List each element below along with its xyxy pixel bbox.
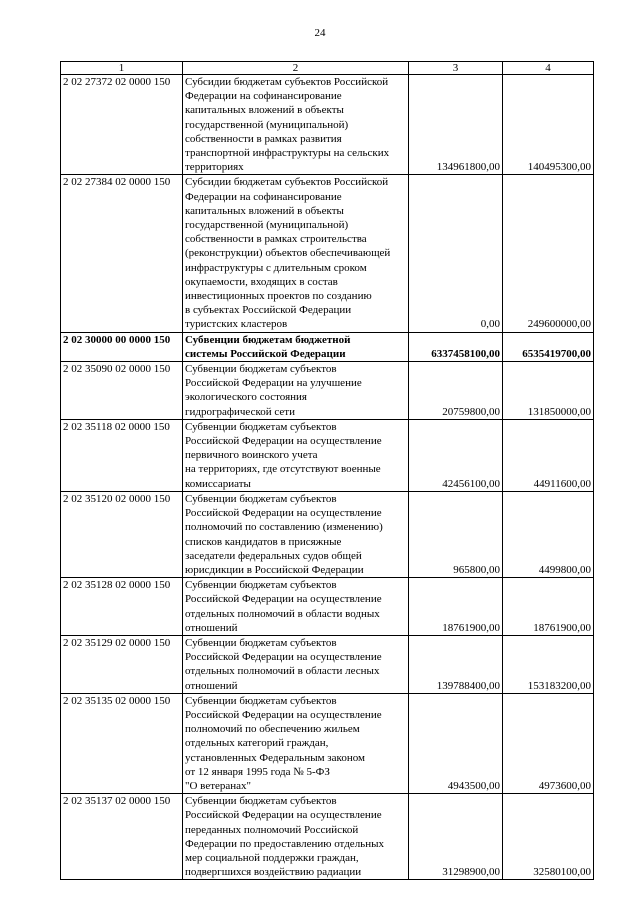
description-line: заседатели федеральных судов общей <box>185 549 362 562</box>
budget-code-cell: 2 02 35090 02 0000 150 <box>61 362 183 420</box>
description-cell <box>183 362 409 420</box>
description-line: государственной (муниципальной) <box>185 118 349 131</box>
description-line: государственной (муниципальной) <box>185 219 349 232</box>
description-line: отдельных категорий граждан, <box>185 737 329 750</box>
description-line: Российской Федерации на осуществление <box>185 809 382 822</box>
description-cell <box>183 578 409 636</box>
description-line: в субъектах Российской Федерации <box>185 304 352 317</box>
description-line: капитальных вложений в объекты <box>185 204 344 217</box>
description-line: экологического состояния <box>185 391 307 404</box>
description-line: системы Российской Федерации <box>185 347 346 360</box>
budget-code-cell: 2 02 35118 02 0000 150 <box>61 419 183 491</box>
description-line: окупаемости, входящих в состав <box>185 275 338 288</box>
description-line: Субвенции бюджетам бюджетной <box>185 333 351 346</box>
budget-code-cell: 2 02 35137 02 0000 150 <box>61 794 183 880</box>
budget-code-cell: 2 02 35120 02 0000 150 <box>61 491 183 577</box>
description-line: Субвенции бюджетам субъектов <box>185 363 337 376</box>
description-line: Федерации на софинансирование <box>185 90 342 103</box>
column-header-4: 4 <box>503 62 594 75</box>
amount-column-4-cell: 249600000,00 <box>503 175 594 332</box>
description-line: собственности в рамках развития <box>185 132 342 145</box>
amount-column-4-cell: 4499800,00 <box>503 491 594 577</box>
description-line: юрисдикции в Российской Федерации <box>185 563 364 576</box>
description-line: отдельных полномочий в области лесных <box>185 665 380 678</box>
description-line: первичного воинского учета <box>185 449 318 462</box>
description-line: гидрографической сети <box>185 405 295 418</box>
table-header-row <box>61 62 594 75</box>
description-line: Российской Федерации на осуществление <box>185 708 382 721</box>
amount-column-3-cell: 139788400,00 <box>409 635 503 693</box>
description-cell <box>183 332 409 361</box>
description-line: отношений <box>185 679 238 692</box>
description-line: собственности в рамках строительства <box>185 233 367 246</box>
amount-column-3-cell: 18761900,00 <box>409 578 503 636</box>
table-row <box>61 332 594 361</box>
description-line: Субвенции бюджетам субъектов <box>185 636 337 649</box>
table-row <box>61 491 594 577</box>
amount-column-3-cell: 6337458100,00 <box>409 332 503 361</box>
description-line: Субвенции бюджетам субъектов <box>185 420 337 433</box>
description-line: транспортной инфраструктуры на сельских <box>185 147 390 160</box>
description-line: на территориях, где отсутствуют военные <box>185 463 381 476</box>
budget-code-cell: 2 02 27372 02 0000 150 <box>61 75 183 175</box>
description-line: установленных Федеральным законом <box>185 751 365 764</box>
description-line: "О ветеранах" <box>185 779 252 792</box>
amount-column-3-cell: 0,00 <box>409 175 503 332</box>
table-row <box>61 362 594 420</box>
description-line: Субвенции бюджетам субъектов <box>185 694 337 707</box>
amount-column-3-cell: 42456100,00 <box>409 419 503 491</box>
description-line: отдельных полномочий в области водных <box>185 607 380 620</box>
description-line: переданных полномочий Российской <box>185 823 359 836</box>
table-row <box>61 175 594 332</box>
description-cell <box>183 419 409 491</box>
description-line: Субсидии бюджетам субъектов Российской <box>185 176 389 189</box>
description-cell <box>183 491 409 577</box>
budget-revenue-table <box>60 61 594 880</box>
column-header-1: 1 <box>61 62 183 75</box>
description-line: комиссариаты <box>185 477 251 490</box>
description-line: (реконструкции) объектов обеспечивающей <box>185 247 391 260</box>
amount-column-3-cell: 20759800,00 <box>409 362 503 420</box>
description-line: Субвенции бюджетам субъектов <box>185 492 337 505</box>
budget-code-cell: 2 02 27384 02 0000 150 <box>61 175 183 332</box>
description-line: Субвенции бюджетам субъектов <box>185 579 337 592</box>
description-line: полномочий по составлению (изменению) <box>185 521 383 534</box>
description-cell <box>183 635 409 693</box>
description-line: Российской Федерации на осуществление <box>185 507 382 520</box>
amount-column-4-cell: 44911600,00 <box>503 419 594 491</box>
amount-column-3-cell: 4943500,00 <box>409 693 503 793</box>
description-line: Российской Федерации на осуществление <box>185 435 382 448</box>
description-line: отношений <box>185 621 238 634</box>
description-line: списков кандидатов в присяжные <box>185 535 342 548</box>
description-line: Российской Федерации на осуществление <box>185 593 382 606</box>
amount-column-3-cell: 31298900,00 <box>409 794 503 880</box>
description-line: Российской Федерации на улучшение <box>185 377 362 390</box>
description-line: инфраструктуры с длительным сроком <box>185 261 367 274</box>
budget-code-cell: 2 02 35129 02 0000 150 <box>61 635 183 693</box>
amount-column-4-cell: 153183200,00 <box>503 635 594 693</box>
amount-column-4-cell: 18761900,00 <box>503 578 594 636</box>
table-row <box>61 635 594 693</box>
description-line: капитальных вложений в объекты <box>185 104 344 117</box>
amount-column-4-cell: 4973600,00 <box>503 693 594 793</box>
column-header-3: 3 <box>409 62 503 75</box>
budget-code-cell: 2 02 35135 02 0000 150 <box>61 693 183 793</box>
amount-column-4-cell: 140495300,00 <box>503 75 594 175</box>
description-cell <box>183 75 409 175</box>
description-cell <box>183 175 409 332</box>
budget-code-cell: 2 02 35128 02 0000 150 <box>61 578 183 636</box>
amount-column-4-cell: 131850000,00 <box>503 362 594 420</box>
amount-column-3-cell: 965800,00 <box>409 491 503 577</box>
description-line: мер социальной поддержки граждан, <box>185 851 359 864</box>
description-line: территориях <box>185 161 244 174</box>
column-header-2: 2 <box>183 62 409 75</box>
description-line: Субсидии бюджетам субъектов Российской <box>185 76 389 88</box>
description-line: подвергшихся воздействию радиации <box>185 866 362 879</box>
table-row <box>61 693 594 793</box>
description-line: Федерации на софинансирование <box>185 190 342 203</box>
description-line: инвестиционных проектов по созданию <box>185 290 372 303</box>
description-cell <box>183 693 409 793</box>
table-row <box>61 75 594 175</box>
amount-column-4-cell: 6535419700,00 <box>503 332 594 361</box>
description-line: Российской Федерации на осуществление <box>185 651 382 664</box>
amount-column-4-cell: 32580100,00 <box>503 794 594 880</box>
budget-code-cell: 2 02 30000 00 0000 150 <box>61 332 183 361</box>
description-line: от 12 января 1995 года № 5-ФЗ <box>185 765 330 778</box>
description-cell <box>183 794 409 880</box>
description-line: туристских кластеров <box>185 318 288 331</box>
table-body <box>61 75 594 880</box>
page-number: 24 <box>314 27 326 39</box>
description-line: полномочий по обеспечению жильем <box>185 723 360 736</box>
amount-column-3-cell: 134961800,00 <box>409 75 503 175</box>
description-line: Субвенции бюджетам субъектов <box>185 795 337 808</box>
table-row <box>61 419 594 491</box>
description-line: Федерации по предоставлению отдельных <box>185 837 384 850</box>
table-row <box>61 794 594 880</box>
table-row <box>61 578 594 636</box>
